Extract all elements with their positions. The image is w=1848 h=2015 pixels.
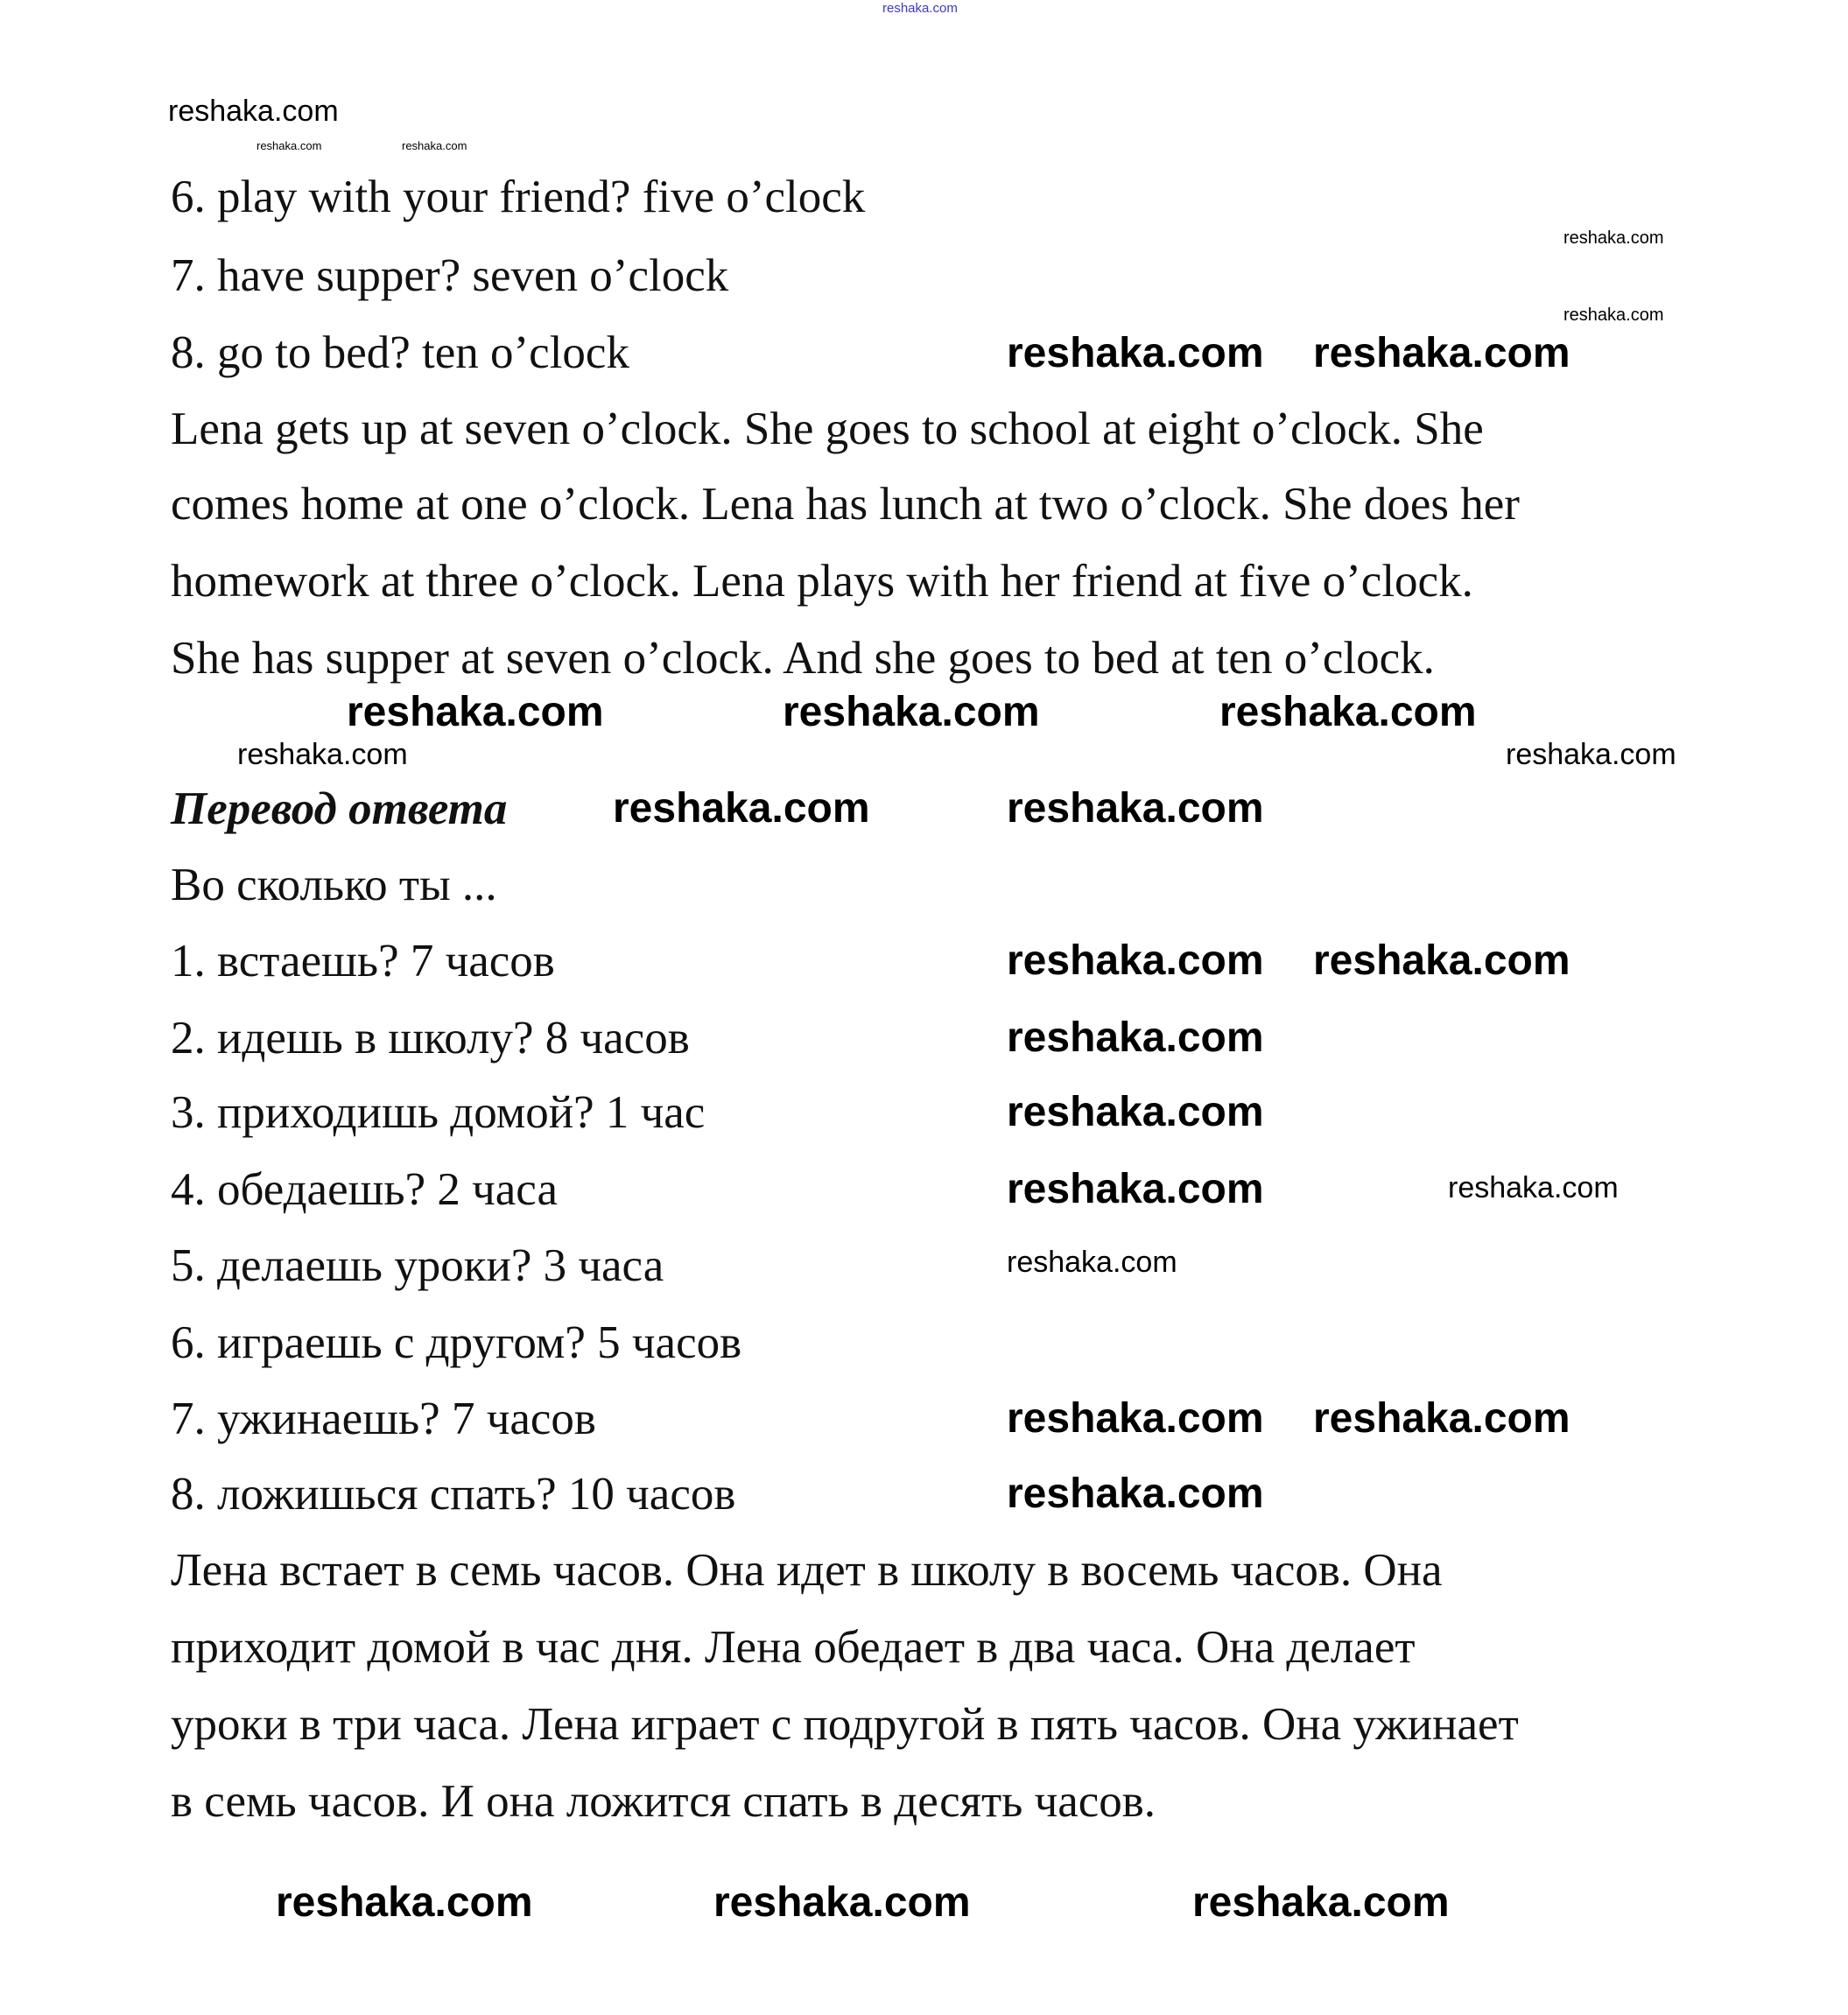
watermark: reshaka.com	[783, 689, 1040, 735]
watermark: reshaka.com	[613, 785, 870, 832]
english-line: 7. have supper? seven o’clock	[171, 250, 729, 301]
watermark: reshaka.com	[1313, 330, 1570, 376]
translation-heading: Перевод ответа	[171, 783, 508, 834]
watermark: reshaka.com	[713, 1879, 971, 1926]
english-paragraph-line: comes home at one o’clock. Lena has lunch at two o’clock. She does her	[171, 479, 1520, 530]
watermark: reshaka.com	[1007, 1015, 1264, 1061]
russian-paragraph-line: уроки в три часа. Лена играет с подругой в пять часов. Она ужинает	[171, 1699, 1519, 1750]
watermark: reshaka.com	[168, 95, 339, 128]
russian-line: 3. приходишь домой? 1 час	[171, 1087, 706, 1138]
watermark: reshaka.com	[1007, 1471, 1264, 1517]
russian-paragraph-line: Лена встает в семь часов. Она идет в школу в восемь часов. Она	[171, 1545, 1443, 1596]
russian-paragraph-line: в семь часов. И она ложится спать в десять часов.	[171, 1776, 1156, 1827]
watermark: reshaka.com	[1506, 738, 1676, 771]
watermark: reshaka.com	[1313, 1395, 1570, 1442]
russian-line: 1. встаешь? 7 часов	[171, 936, 555, 986]
header-watermark[interactable]: reshaka.com	[882, 1, 958, 16]
english-paragraph-line: She has supper at seven o’clock. And she goes to bed at ten o’clock.	[171, 633, 1435, 684]
russian-line: 8. ложишься спать? 10 часов	[171, 1469, 736, 1520]
watermark: reshaka.com	[1313, 937, 1570, 984]
watermark: reshaka.com	[1563, 305, 1664, 325]
english-line: 8. go to bed? ten o’clock	[171, 327, 629, 378]
watermark: reshaka.com	[1448, 1171, 1619, 1204]
watermark: reshaka.com	[347, 689, 604, 735]
watermark: reshaka.com	[276, 1879, 533, 1926]
russian-line: Во сколько ты ...	[171, 860, 497, 910]
watermark: reshaka.com	[1007, 1246, 1177, 1279]
russian-line: 4. обедаешь? 2 часа	[171, 1164, 558, 1215]
watermark: reshaka.com	[256, 139, 322, 152]
watermark: reshaka.com	[1219, 689, 1477, 735]
watermark: reshaka.com	[1007, 1395, 1264, 1442]
english-paragraph-line: Lena gets up at seven o’clock. She goes to school at eight o’clock. She	[171, 404, 1484, 454]
english-line: 6. play with your friend? five o’clock	[171, 172, 866, 222]
russian-line: 5. делаешь уроки? 3 часа	[171, 1240, 664, 1291]
watermark: reshaka.com	[1007, 1089, 1264, 1135]
watermark: reshaka.com	[237, 738, 408, 771]
russian-line: 6. играешь с другом? 5 часов	[171, 1317, 742, 1368]
watermark: reshaka.com	[1007, 937, 1264, 984]
watermark: reshaka.com	[1007, 1166, 1264, 1212]
watermark: reshaka.com	[1007, 785, 1264, 832]
russian-line: 7. ужинаешь? 7 часов	[171, 1394, 596, 1444]
watermark: reshaka.com	[1192, 1879, 1450, 1926]
watermark: reshaka.com	[402, 139, 467, 152]
english-paragraph-line: homework at three o’clock. Lena plays with her friend at five o’clock.	[171, 556, 1473, 607]
watermark: reshaka.com	[1563, 228, 1664, 248]
russian-paragraph-line: приходит домой в час дня. Лена обедает в два часа. Она делает	[171, 1622, 1416, 1673]
russian-line: 2. идешь в школу? 8 часов	[171, 1013, 690, 1064]
watermark: reshaka.com	[1007, 330, 1264, 376]
